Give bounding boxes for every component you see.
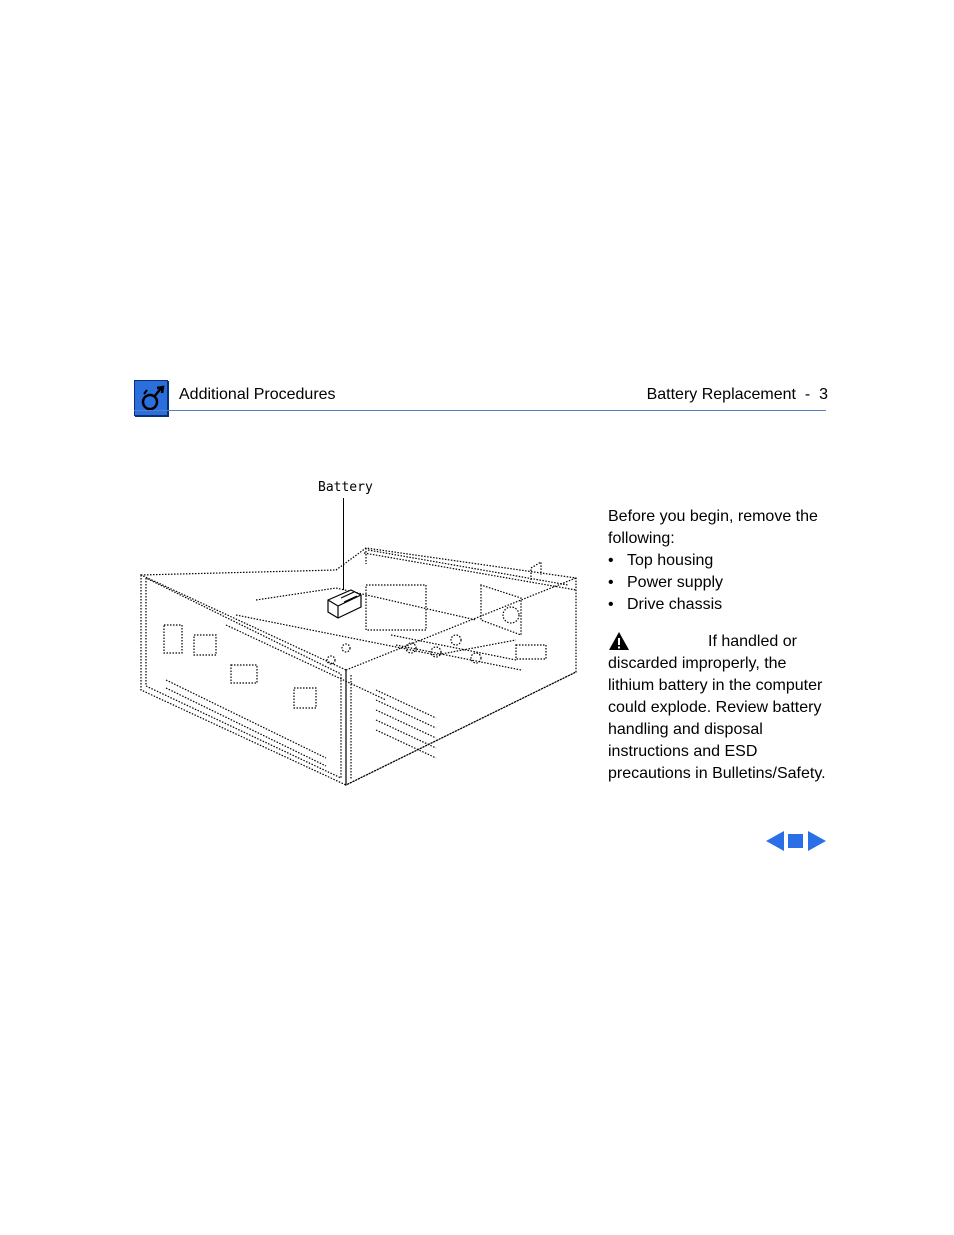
battery-callout-label: Battery — [318, 480, 373, 495]
warning-block — [608, 631, 828, 785]
next-arrow-icon[interactable] — [807, 830, 827, 852]
list-item: • Power supply — [608, 574, 724, 591]
intro-text: Before you begin, remove the following: — [608, 508, 818, 547]
page-title: Battery Replacement - 3 — [646, 386, 828, 403]
list-item: • Top housing — [608, 552, 714, 569]
previous-arrow-icon[interactable] — [765, 830, 785, 852]
warning-text: If handled or discarded improperly, the lithium battery in the computer could explode. Review battery handling and disposal instructions and ESD precautions in Bulletins/Safety. — [608, 633, 826, 782]
logic-board-illustration — [136, 540, 578, 790]
list-item: • Drive chassis — [608, 596, 723, 613]
warning-triangle-icon — [608, 631, 630, 651]
section-title: Additional Procedures — [179, 386, 336, 403]
stop-square-icon[interactable] — [788, 834, 803, 848]
page-navigation — [765, 830, 827, 852]
header-divider — [134, 410, 826, 411]
instructions — [608, 506, 828, 616]
removal-list — [608, 550, 828, 616]
